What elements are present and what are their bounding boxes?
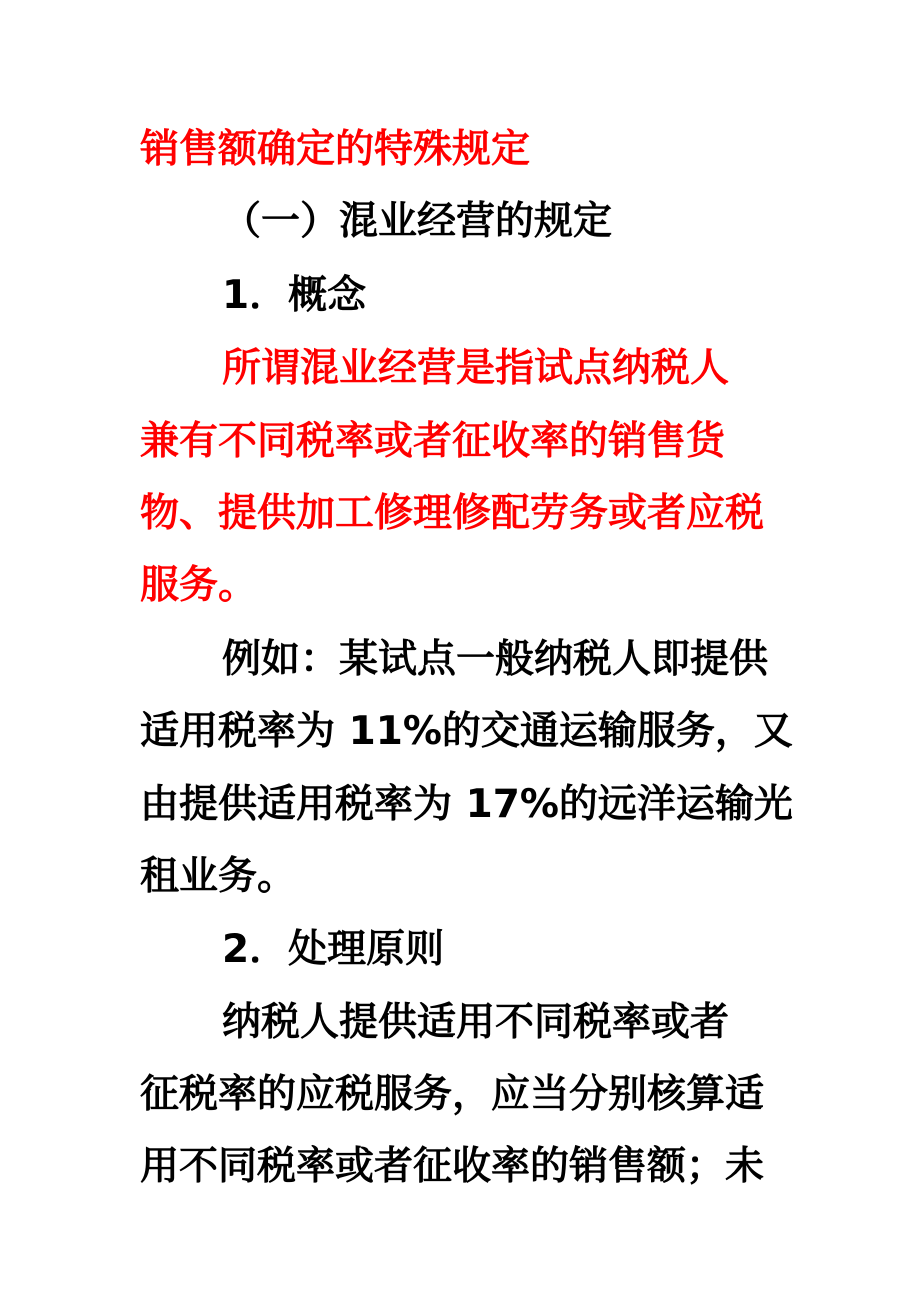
document-heading: 销售额确定的特殊规定 [140,127,531,172]
definition-line-2: 兼有不同税率或者征收率的销售货 [140,419,726,464]
definition-line-3: 物、提供加工修理修配劳务或者应税 [140,491,765,536]
item2-title: 2．处理原则 [222,927,445,972]
section-title: （一）混业经营的规定 [222,199,613,244]
example-line-4: 租业务。 [140,854,297,899]
definition-line-4: 服务。 [140,563,258,608]
definition-line-1: 所谓混业经营是指试点纳税人 [222,346,730,391]
example-line-3: 由提供适用税率为 17%的远洋运输光 [140,782,793,827]
principle-line-3: 用不同税率或者征收率的销售额；未 [140,1144,765,1189]
example-line-1: 例如：某试点一般纳税人即提供 [222,637,769,682]
principle-line-2: 征税率的应税服务，应当分别核算适 [140,1072,765,1117]
example-line-2: 适用税率为 11%的交通运输服务，又 [140,709,793,754]
item1-title: 1．概念 [222,273,367,318]
principle-line-1: 纳税人提供适用不同税率或者 [222,1000,730,1045]
